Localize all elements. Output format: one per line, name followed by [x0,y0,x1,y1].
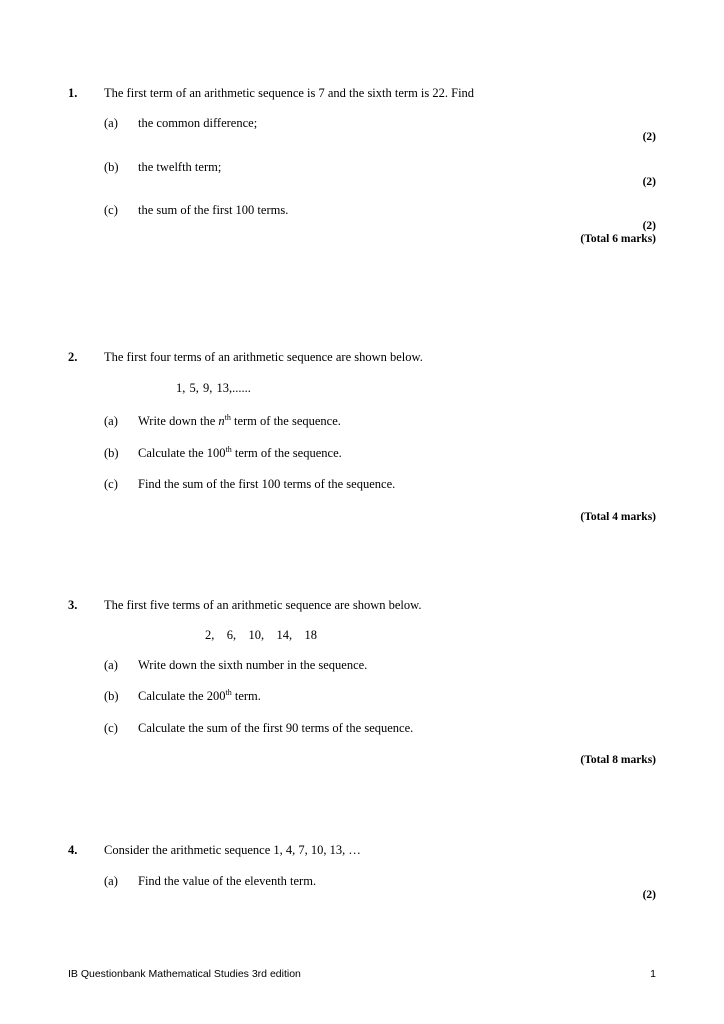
question-4-number: 4. [68,843,78,857]
question-3-part-c-label: (c) [104,721,118,735]
question-3-sequence: 2, 6, 10, 14, 18 [205,628,317,642]
footer-source: IB Questionbank Mathematical Studies 3rd edition [68,968,301,980]
question-4-part-a-label: (a) [104,874,118,888]
question-2-part-b-text: Calculate the 100th term of the sequence. [138,444,342,460]
question-3-part-a-label: (a) [104,658,118,672]
question-2-text: The first four terms of an arithmetic sequence are shown below. [104,350,423,364]
question-3-part-b-label: (b) [104,689,119,703]
question-2-part-b-label: (b) [104,446,119,460]
question-2-part-c-text: Find the sum of the first 100 terms of the sequence. [138,477,396,491]
question-1-part-c-label: (c) [104,203,118,217]
question-1-part-b-text: the twelfth term; [138,160,222,174]
question-2-number: 2. [68,350,78,364]
question-1-part-a-label: (a) [104,116,118,130]
question-3-part-b-text: Calculate the 200th term. [138,687,261,703]
question-2-part-a-text: Write down the $n^{th}$ term of the sequence. [138,412,341,428]
question-3-number: 3. [68,598,78,612]
question-1-part-c-marks: (2) [642,220,656,232]
question-2-sequence: 1, 5, 9, 13,...... [176,381,251,395]
question-1-total-marks: (Total 6 marks) [580,233,656,245]
question-2-total-marks: (Total 4 marks) [580,511,656,523]
question-3-total-marks: (Total 8 marks) [580,754,656,766]
question-1-part-c-text: the sum of the first 100 terms. [138,203,289,217]
question-3-part-a-text: Write down the sixth number in the sequence. [138,658,368,672]
question-3-part-c-text: Calculate the sum of the first 90 terms of the sequence. [138,721,414,735]
question-1-text: The first term of an arithmetic sequence is 7 and the sixth term is 22. Find [104,86,475,100]
question-1-number: 1. [68,86,78,100]
question-4-part-a-text: Find the value of the eleventh term. [138,874,317,888]
question-2-part-a-label: (a) [104,414,118,428]
question-1-part-a-marks: (2) [642,131,656,143]
page-number: 1 [650,968,656,980]
question-1-part-b-marks: (2) [642,176,656,188]
question-4-part-a-marks: (2) [642,889,656,901]
question-1-part-a-text: the common difference; [138,116,258,130]
question-3-text: The first five terms of an arithmetic sequence are shown below. [104,598,422,612]
question-1-part-b-label: (b) [104,160,119,174]
question-2-part-c-label: (c) [104,477,118,491]
question-4-text: Consider the arithmetic sequence 1, 4, 7, 10, 13, … [104,843,361,857]
